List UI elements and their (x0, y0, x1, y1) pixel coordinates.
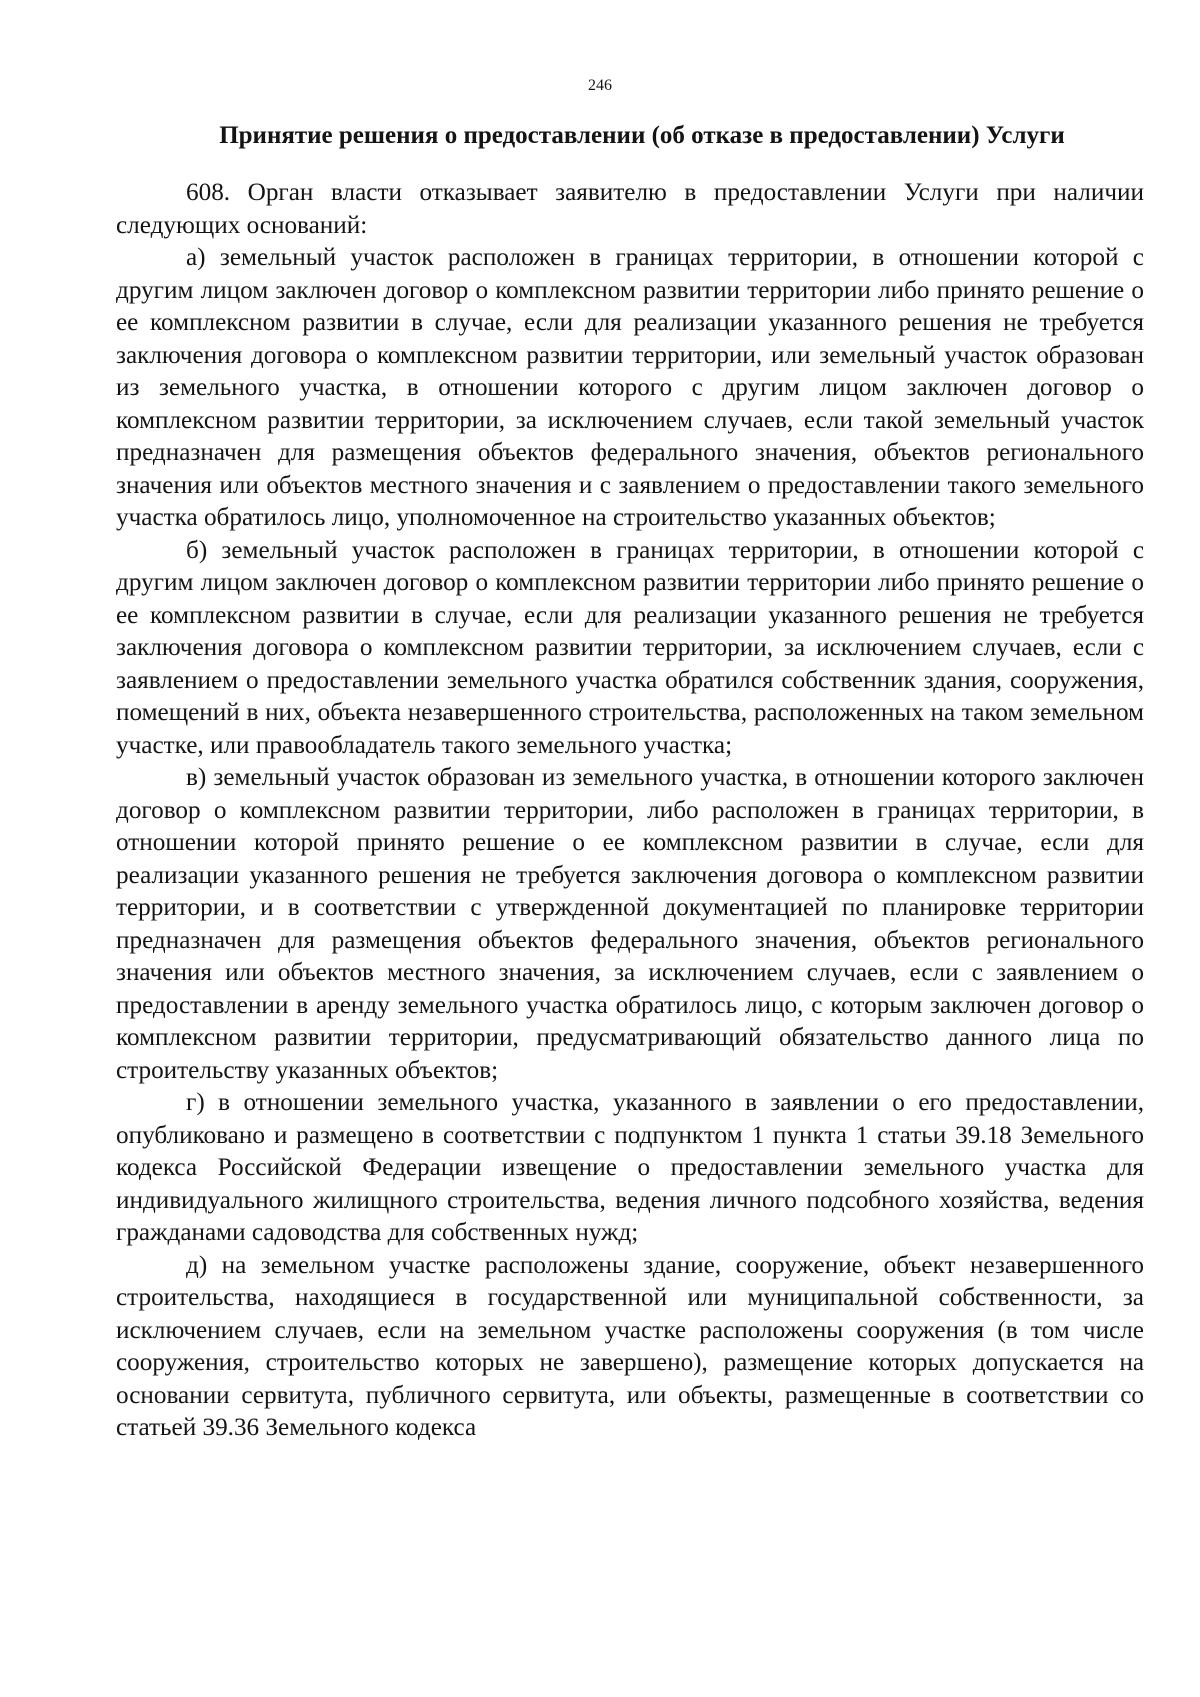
document-body (116, 177, 1144, 1445)
paragraph-608: 608. Орган власти отказывает заявителю в предоставлении Услуги при наличии следующих оснований: (116, 179, 1144, 239)
subparagraph-b: б) земельный участок расположен в границах территории, в отношении которой с другим лицом заключен договор о комплексном развитии территории либо принято решение о ее комплексном развитии в случае, если для реализации указанного решения не требуется заключения договора о комплексном развитии территории, за исключением случаев, если с заявлением о предоставлении земельного участка обратился собственник здания, сооружения, помещений в них, объекта незавершенного строительства, расположенных на таком земельном участке, или правообладатель такого земельного участка; (116, 536, 1144, 759)
subparagraph-v: в) земельный участок образован из земельного участка, в отношении которого заключен договор о комплексном развитии территории, либо расположен в границах территории, в отношении которой принято решение о ее комплексном развитии в случае, если для реализации указанного решения не требуется заключения договора о комплексном развитии территории, и в соответствии с утвержденной документацией по планировке территории предназначен для размещения объектов федерального значения, объектов регионального значения или объектов местного значения, за исключением случаев, если с заявлением о предоставлении в аренду земельного участка обратилось лицо, с которым заключен договор о комплексном развитии территории, предусматривающий обязательство данного лица по строительству указанных объектов; (116, 764, 1144, 1084)
subparagraph-a: а) земельный участок расположен в границах территории, в отношении которой с другим лицом заключен договор о комплексном развитии территории либо принято решение о ее комплексном развитии в случае, если для реализации указанного решения не требуется заключения договора о комплексном развитии территории, или земельный участок образован из земельного участка, в отношении которого с другим лицом заключен договор о комплексном развитии территории, за исключением случаев, если такой земельный участок предназначен для размещения объектов федерального значения, объектов регионального значения или объектов местного значения и с заявлением о предоставлении такого земельного участка обратилось лицо, уполномоченное на строительство указанных объектов; (116, 244, 1144, 531)
page-number: 246 (588, 77, 612, 94)
subparagraph-d: д) на земельном участке расположены здание, сооружение, объект незавершенного строительства, находящиеся в государственной или муниципальной собственности, за исключением случаев, если на земельном участке расположены сооружения (в том числе сооружения, строительство которых не завершено), размещение которых допускается на основании сервитута, публичного сервитута, или объекты, размещенные в соответствии со статьей 39.36 Земельного кодекса (116, 1251, 1144, 1441)
section-title: Принятие решения о предоставлении (об отказе в предоставлении) Услуги (219, 122, 1065, 149)
subparagraph-g: г) в отношении земельного участка, указанного в заявлении о его предоставлении, опубликовано и размещено в соответствии с подпунктом 1 пункта 1 статьи 39.18 Земельного кодекса Российской Федерации извещение о предоставлении земельного участка для индивидуального жилищного строительства, ведения личного подсобного хозяйства, ведения гражданами садоводства для собственных нужд; (116, 1089, 1144, 1246)
